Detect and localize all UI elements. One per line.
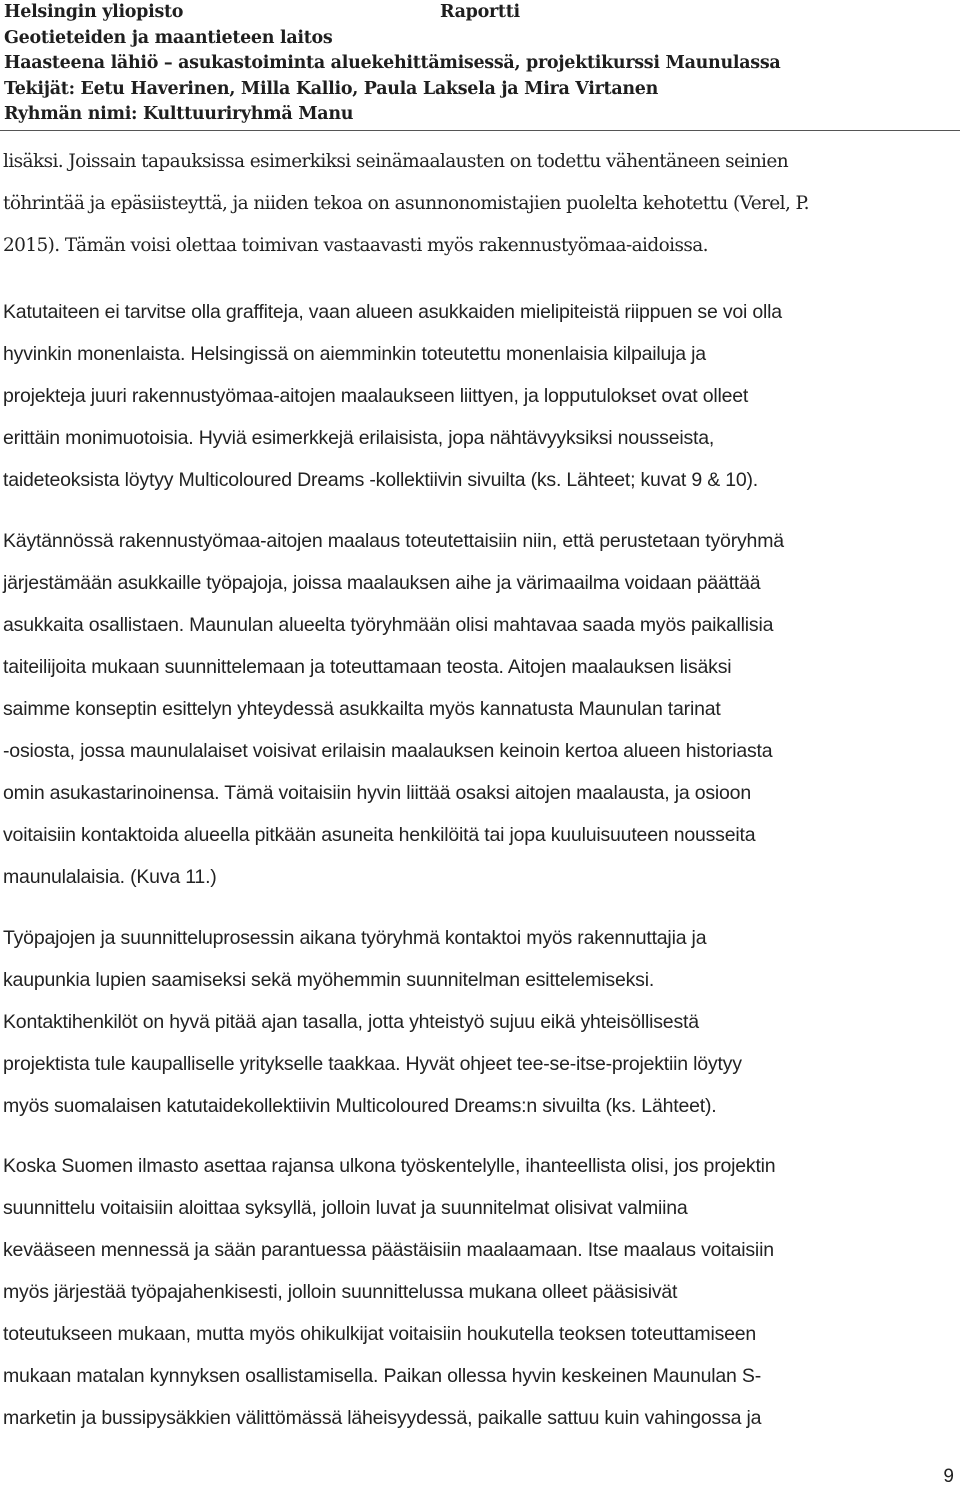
paragraph-line: saimme konseptin esittelyn yhteydessä asukkailta myös kannatusta Maunulan tarinat — [3, 698, 721, 720]
paragraph-line: omin asukastarinoinensa. Tämä voitaisiin hyvin liittää osaksi aitojen maalausta, ja osioon — [3, 782, 751, 804]
paragraph-3 — [3, 520, 955, 898]
paragraph-4 — [3, 917, 955, 1127]
paragraph-line: suunnittelu voitaisiin aloittaa syksyllä, jolloin luvat ja suunnitelmat olisivat valmiina — [3, 1197, 688, 1219]
paragraph-line: Katutaiteen ei tarvitse olla graffiteja, vaan alueen asukkaiden mielipiteistä riippuen se voi olla — [3, 301, 782, 323]
paragraph-line: myös suomalaisen katutaidekollektiivin Multicoloured Dreams:n sivuilta (ks. Lähteet). — [3, 1095, 717, 1117]
paragraph-line: lisäksi. Joissain tapauksissa esimerkiksi seinämaalausten on todettu vähentäneen seinien — [3, 151, 789, 172]
paragraph-line: asukkaita osallistaen. Maunulan alueelta työryhmään olisi mahtavaa saada myös paikallisia — [3, 614, 774, 636]
paragraph-line: toteutukseen mukaan, mutta myös ohikulkijat voitaisiin houkutella teoksen toteuttamiseen — [3, 1323, 757, 1345]
paragraph-line: kaupunkia lupien saamiseksi sekä myöhemmin suunnitelman esittelemiseksi. — [3, 969, 655, 991]
paragraph-line: taiteilijoita mukaan suunnittelemaan ja toteuttamaan teosta. Aitojen maalauksen lisäksi — [3, 656, 732, 678]
header-report-label: Raportti — [440, 2, 520, 22]
page-number: 9 — [943, 1466, 954, 1487]
paragraph-line: erittäin monimuotoisia. Hyviä esimerkkejä erilaisista, jopa nähtävyyksiksi nousseista, — [3, 427, 715, 449]
paragraph-line: maunulalaisia. (Kuva 11.) — [3, 866, 217, 888]
paragraph-line: marketin ja bussipysäkkien välittömässä läheisyydessä, paikalle sattuu kuin vahingossa ja — [3, 1407, 762, 1429]
paragraph-line: mukaan matalan kynnyksen osallistamisella. Paikan ollessa hyvin keskeinen Maunulan S- — [3, 1365, 761, 1387]
header-department: Geotieteiden ja maantieteen laitos — [4, 27, 333, 48]
paragraph-line: Työpajojen ja suunnitteluprosessin aikana työryhmä kontaktoi myös rakennuttajia ja — [3, 927, 707, 949]
paragraph-line: projekteja juuri rakennustyömaa-aitojen maalaukseen liittyen, ja lopputulokset ovat olleet — [3, 385, 749, 407]
paragraph-line: myös järjestää työpajahenkisesti, jolloin suunnittelussa mukana olleet pääsisivät — [3, 1281, 678, 1303]
paragraph-2 — [3, 291, 955, 501]
paragraph-line: -osiosta, jossa maunulalaiset voisivat erilaisin maalauksen keinoin kertoa alueen historiasta — [3, 740, 773, 762]
paragraph-line: taideteoksista löytyy Multicoloured Dreams -kollektiivin sivuilta (ks. Lähteet; kuvat 9 & 10). — [3, 469, 759, 491]
paragraph-line: kevääseen mennessä ja sään parantuessa päästäisiin maalaamaan. Itse maalaus voitaisiin — [3, 1239, 774, 1261]
paragraph-line: järjestämään asukkaille työpajoja, joissa maalauksen aihe ja värimaailma voidaan päättää — [3, 572, 761, 594]
header-course: Haasteena lähiö – asukastoiminta aluekehittämisessä, projektikurssi Maunulassa — [4, 53, 781, 73]
paragraph-line: 2015). Tämän voisi olettaa toimivan vastaavasti myös rakennustyömaa-aidoissa. — [3, 235, 708, 256]
paragraph-line: Kontaktihenkilöt on hyvä pitää ajan tasalla, jotta yhteistyö sujuu eikä yhteisöllisestä — [3, 1011, 699, 1033]
header-university: Helsingin yliopisto — [4, 2, 184, 22]
document-header — [4, 0, 954, 128]
paragraph-5 — [3, 1145, 955, 1439]
paragraph-line: Käytännössä rakennustyömaa-aitojen maalaus toteutettaisiin niin, että perustetaan työryhmä — [3, 530, 784, 552]
paragraph-line: hyvinkin monenlaista. Helsingissä on aiemminkin toteutettu monenlaisia kilpailuja ja — [3, 343, 706, 365]
header-group: Ryhmän nimi: Kulttuuriryhmä Manu — [4, 104, 354, 124]
header-divider — [0, 130, 960, 131]
paragraph-line: projektista tule kaupalliselle yritykselle taakkaa. Hyvät ohjeet tee-se-itse-projektiin löytyy — [3, 1053, 742, 1075]
paragraph-line: töhrintää ja epäsiisteyttä, ja niiden tekoa on asunnonomistajien puolelta kehotettu (Verel, P. — [3, 193, 809, 214]
header-authors: Tekijät: Eetu Haverinen, Milla Kallio, Paula Laksela ja Mira Virtanen — [4, 78, 659, 99]
paragraph-1 — [3, 141, 955, 267]
paragraph-line: voitaisiin kontaktoida alueella pitkään asuneita henkilöitä tai jopa kuuluisuuteen nousseita — [3, 824, 756, 846]
paragraph-line: Koska Suomen ilmasto asettaa rajansa ulkona työskentelylle, ihanteellista olisi, jos projektin — [3, 1155, 776, 1177]
